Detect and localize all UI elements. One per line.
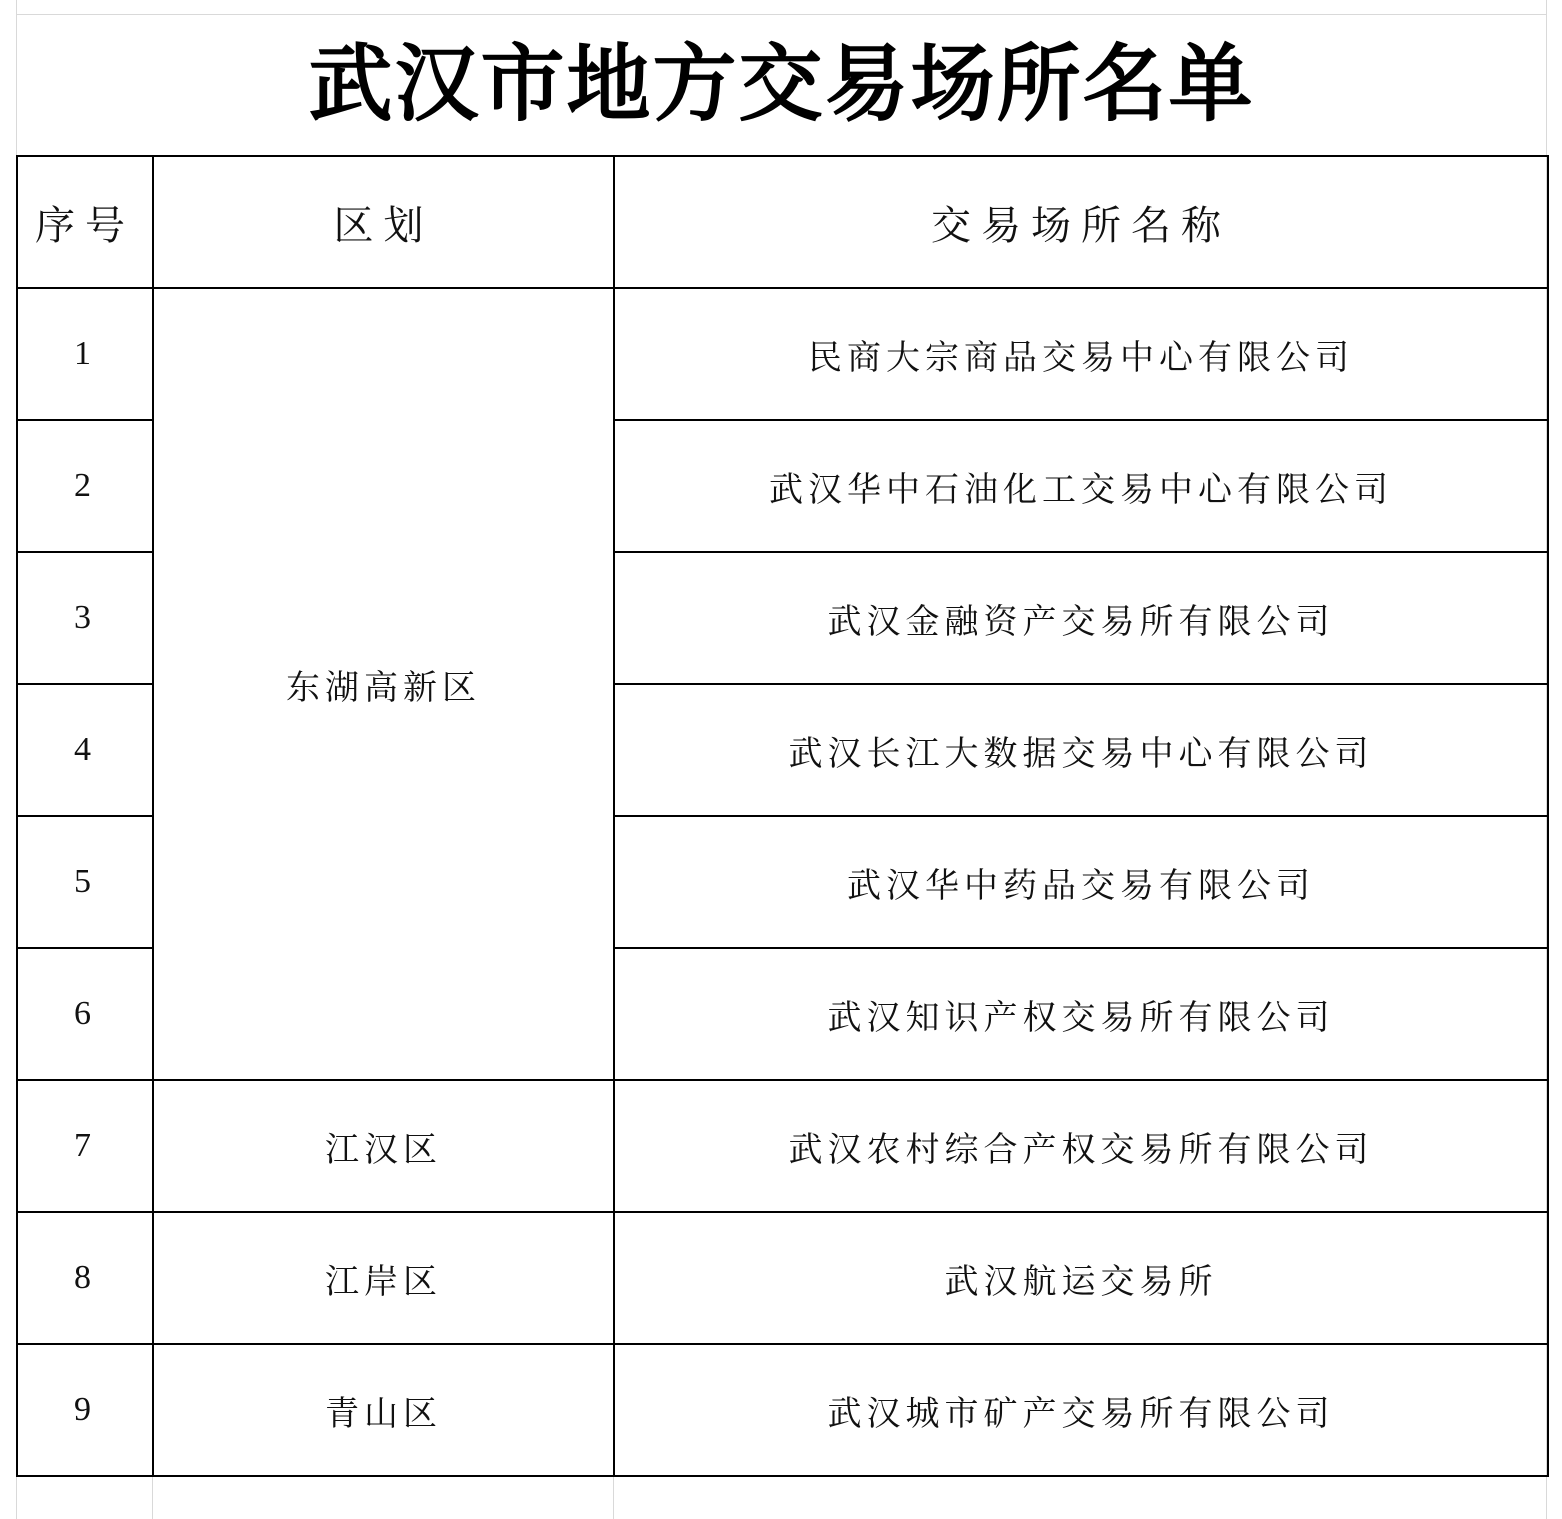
header-index: 序号 — [17, 156, 153, 288]
header-district: 区划 — [153, 156, 614, 288]
exchange-list-table — [16, 155, 1549, 1477]
row-exchange-name: 武汉华中石油化工交易中心有限公司 — [614, 420, 1548, 552]
row-district: 东湖高新区 — [153, 288, 614, 1080]
row-exchange-name: 武汉城市矿产交易所有限公司 — [614, 1344, 1548, 1476]
table-row — [17, 1212, 1548, 1344]
row-district: 青山区 — [153, 1344, 614, 1476]
page-title: 武汉市地方交易场所名单 — [308, 34, 1255, 133]
table-header-row — [17, 156, 1548, 288]
row-index: 1 — [17, 288, 153, 420]
header-name: 交易场所名称 — [614, 156, 1548, 288]
row-index: 6 — [17, 948, 153, 1080]
row-index: 7 — [17, 1080, 153, 1212]
row-exchange-name: 武汉农村综合产权交易所有限公司 — [614, 1080, 1548, 1212]
row-exchange-name: 武汉知识产权交易所有限公司 — [614, 948, 1548, 1080]
row-exchange-name: 武汉航运交易所 — [614, 1212, 1548, 1344]
table-row — [17, 1080, 1548, 1212]
row-exchange-name: 武汉金融资产交易所有限公司 — [614, 552, 1548, 684]
row-index: 8 — [17, 1212, 153, 1344]
sheet-gridline — [152, 1475, 153, 1519]
row-exchange-name: 武汉华中药品交易有限公司 — [614, 816, 1548, 948]
row-district: 江岸区 — [153, 1212, 614, 1344]
row-district: 江汉区 — [153, 1080, 614, 1212]
table-row — [17, 1344, 1548, 1476]
row-exchange-name: 武汉长江大数据交易中心有限公司 — [614, 684, 1548, 816]
row-index: 2 — [17, 420, 153, 552]
table-row — [17, 288, 1548, 420]
row-index: 3 — [17, 552, 153, 684]
row-index: 5 — [17, 816, 153, 948]
row-index: 4 — [17, 684, 153, 816]
sheet-gridline — [613, 1475, 614, 1519]
row-exchange-name: 民商大宗商品交易中心有限公司 — [614, 288, 1548, 420]
row-index: 9 — [17, 1344, 153, 1476]
